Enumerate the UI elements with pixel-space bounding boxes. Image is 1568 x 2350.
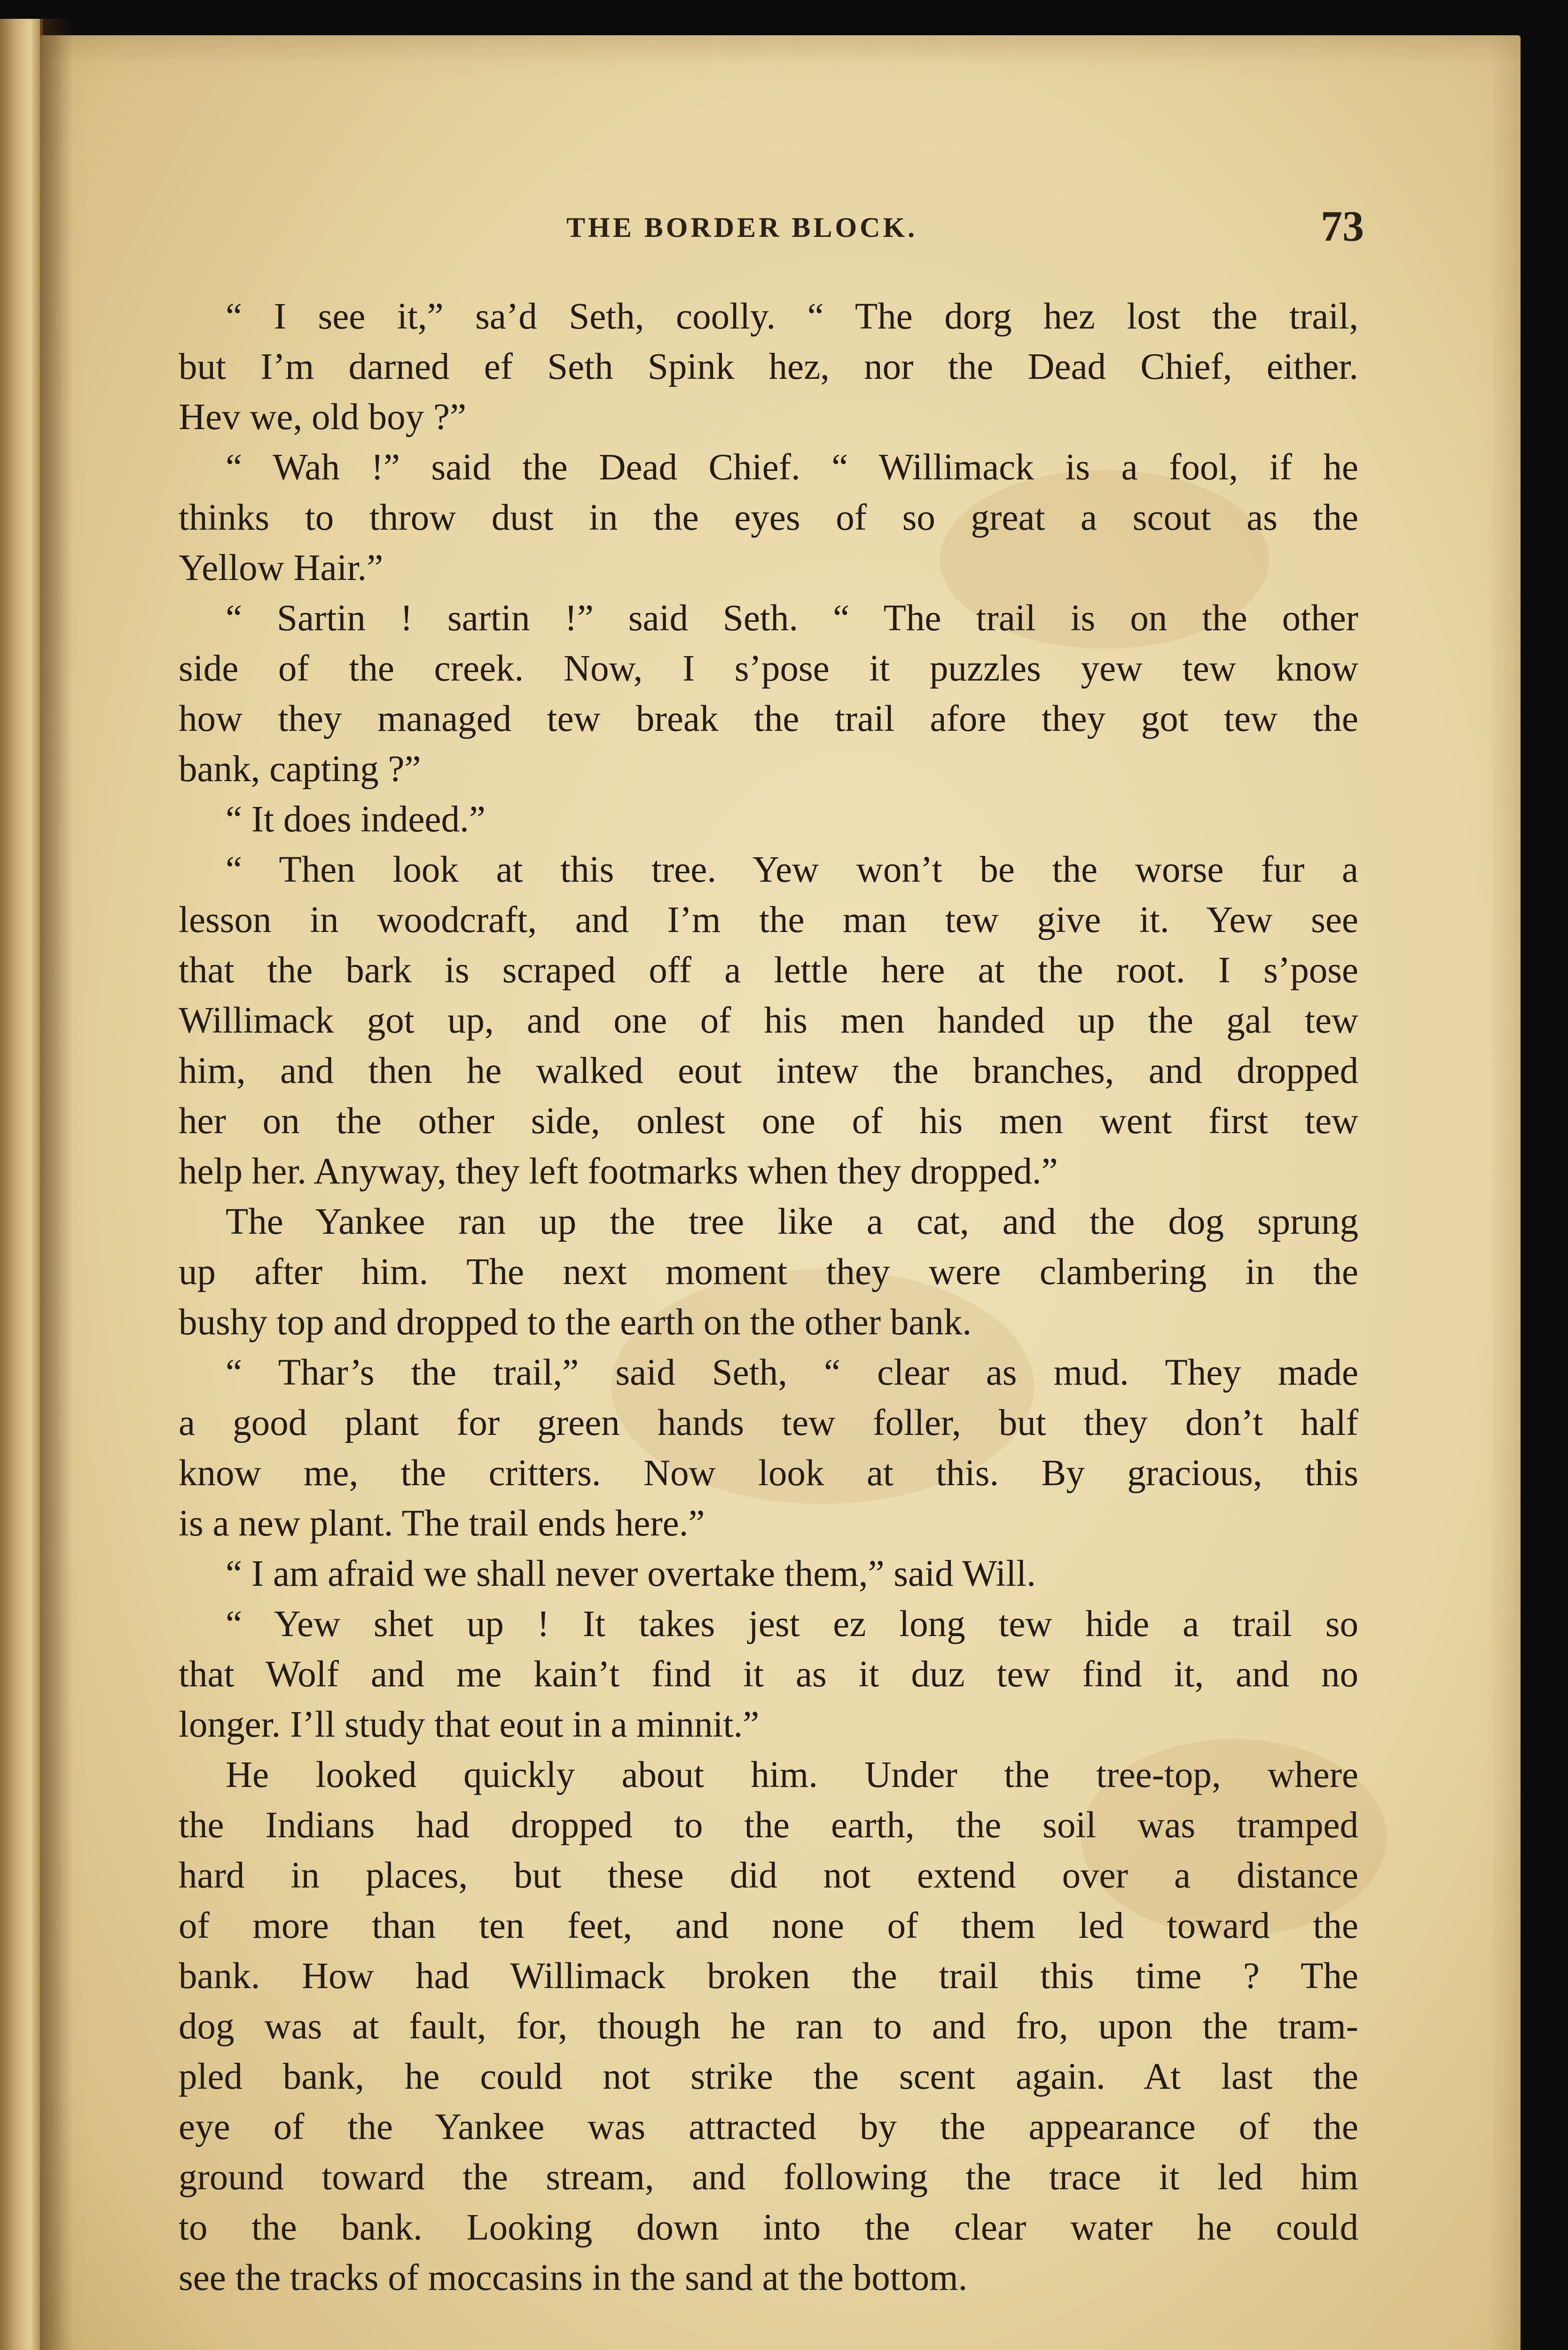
text-line: hard in places, but these did not extend over a distance [179, 1855, 1358, 1896]
text-line: ground toward the stream, and following the trace it led him [179, 2157, 1358, 2198]
running-head: THE BORDER BLOCK. [566, 212, 918, 243]
text-line: Willimack got up, and one of his men handed up the gal tew [179, 1000, 1358, 1041]
text-line: dog was at fault, for, though he ran to and fro, upon the tram- [179, 2006, 1358, 2047]
text-line: the Indians had dropped to the earth, the soil was tramped [179, 1805, 1358, 1846]
text-line: “ Then look at this tree. Yew won’t be the worse fur a [226, 849, 1358, 890]
text-line: “ I see it,” sa’d Seth, coolly. “ The dorg hez lost the trail, [226, 296, 1358, 337]
text-line: “ Thar’s the trail,” said Seth, “ clear as mud. They made [226, 1352, 1358, 1393]
text-line: bank. How had Willimack broken the trail this time ? The [179, 1956, 1358, 1997]
text-line: but I’m darned ef Seth Spink hez, nor the Dead Chief, either. [179, 346, 1358, 387]
text-line: him, and then he walked eout intew the branches, and dropped [179, 1050, 1358, 1091]
text-line: “ I am afraid we shall never overtake them,” said Will. [226, 1553, 1036, 1594]
text-line: lesson in woodcraft, and I’m the man tew give it. Yew see [179, 900, 1358, 940]
text-line: that the bark is scraped off a lettle here at the root. I s’pose [179, 950, 1358, 991]
text-line: that Wolf and me kain’t find it as it duz tew find it, and no [179, 1654, 1358, 1695]
text-line: is a new plant. The trail ends here.” [179, 1503, 705, 1544]
text-line: Hev we, old boy ?” [179, 397, 467, 438]
text-line: to the bank. Looking down into the clear water he could [179, 2207, 1358, 2248]
text-line: bank, capting ?” [179, 749, 421, 790]
text-line: thinks to throw dust in the eyes of so great a scout as the [179, 497, 1358, 538]
text-line: help her. Anyway, they left footmarks when they dropped.” [179, 1151, 1058, 1192]
text-line: up after him. The next moment they were clambering in the [179, 1252, 1358, 1292]
text-line: side of the creek. Now, I s’pose it puzzles yew tew know [179, 648, 1358, 689]
body-text [179, 291, 1358, 2303]
text-line: “ Wah !” said the Dead Chief. “ Willimack is a fool, if he [226, 447, 1358, 488]
text-line: Yellow Hair.” [179, 548, 384, 588]
text-line: bushy top and dropped to the earth on the other bank. [179, 1302, 972, 1343]
text-line: “ Sartin ! sartin !” said Seth. “ The trail is on the other [226, 598, 1358, 639]
text-line: see the tracks of moccasins in the sand at the bottom. [179, 2257, 968, 2298]
text-line: her on the other side, onlest one of his men went first tew [179, 1101, 1358, 1142]
spine-shadow [40, 19, 73, 2350]
text-line: eye of the Yankee was attracted by the appearance of the [179, 2107, 1358, 2147]
text-line: He looked quickly about him. Under the tree-top, where [226, 1755, 1358, 1795]
text-line: pled bank, he could not strike the scent again. At last the [179, 2056, 1358, 2097]
previous-page-edge [0, 19, 43, 2350]
text-line: how they managed tew break the trail afore they got tew the [179, 698, 1358, 739]
text-line: “ It does indeed.” [226, 799, 486, 840]
text-line: know me, the critters. Now look at this. By gracious, this [179, 1453, 1358, 1494]
text-line: The Yankee ran up the tree like a cat, and the dog sprung [226, 1201, 1358, 1242]
text-line: longer. I’ll study that eout in a minnit.” [179, 1704, 760, 1745]
text-line: of more than ten feet, and none of them led toward the [179, 1905, 1358, 1946]
page-number: 73 [1321, 202, 1364, 250]
text-line: a good plant for green hands tew foller, but they don’t half [179, 1402, 1358, 1443]
text-line: “ Yew shet up ! It takes jest ez long tew hide a trail so [226, 1604, 1358, 1645]
